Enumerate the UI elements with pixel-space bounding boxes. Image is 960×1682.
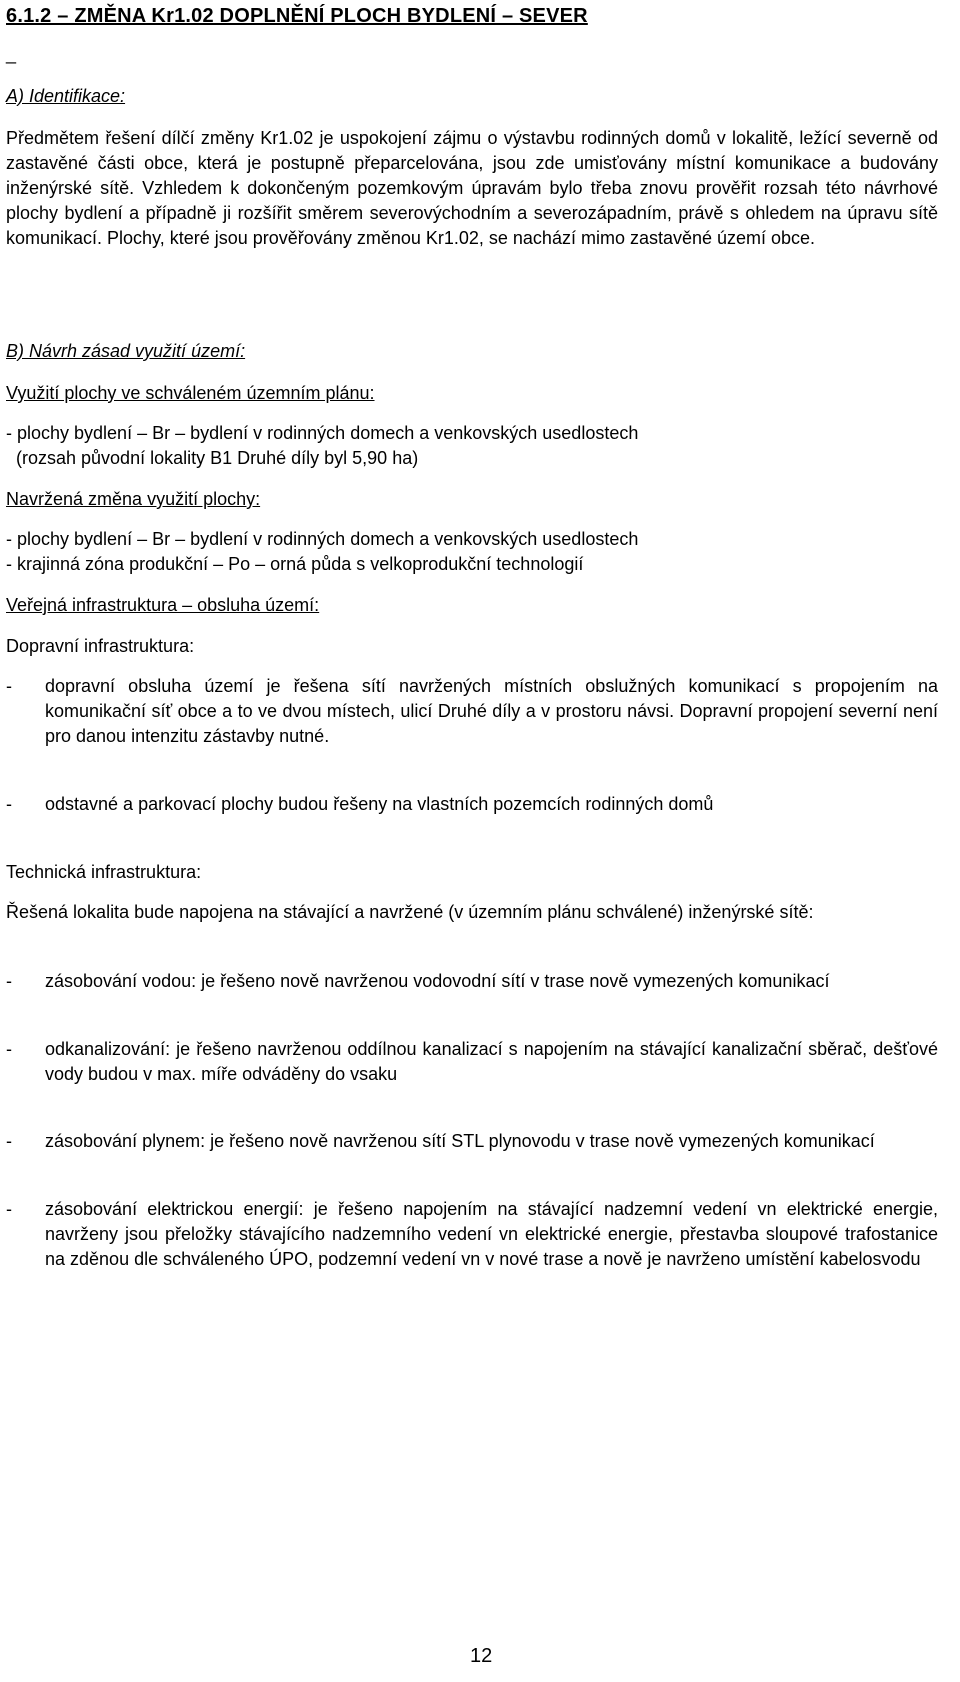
- list-dash: -: [6, 971, 12, 991]
- list-item: [6, 792, 938, 817]
- page-title: 6.1.2 – ZMĚNA Kr1.02 DOPLNĚNÍ PLOCH BYDLENÍ – SEVER: [6, 5, 588, 27]
- list-item-text: dopravní obsluha území je řešena sítí navržených místních obslužných komunikací s propojením na komunikační síť obce a to ve dvou místech, ulicí Druhé díly a v prostoru návsi. Dopravní propojení severní není pro danou intenzitu zástavby nutné.: [45, 676, 938, 746]
- list-item-text: zásobování elektrickou energií: je řešeno napojením na stávající nadzemní vedení vn elektrické energie, navrženy jsou přeložky stávajícího nadzemního vedení vn elektrické energie, přestavba sloupové trafostanice na zděnou dle schváleného ÚPO, podzemní vedení vn v nové trase a nově je navrženo umístění kabelosvodu: [45, 1199, 938, 1269]
- list-dash: -: [6, 1199, 12, 1219]
- page-number: 12: [470, 1645, 493, 1667]
- technical-infrastructure-heading: Technická infrastruktura:: [6, 862, 202, 882]
- list-item-text: odstavné a parkovací plochy budou řešeny na vlastních pozemcích rodinných domů: [45, 794, 714, 814]
- proposed-change-heading: Navržená změna využití plochy:: [6, 489, 261, 509]
- transport-infrastructure-heading: Dopravní infrastruktura:: [6, 636, 195, 656]
- list-item: [6, 1037, 938, 1087]
- list-item: [6, 1197, 938, 1272]
- underscore-mark: _: [6, 44, 17, 64]
- current-use-line-1: - plochy bydlení – Br – bydlení v rodinných domech a venkovských usedlostech: [6, 423, 639, 443]
- section-a-heading: A) Identifikace:: [6, 86, 126, 106]
- list-dash: -: [6, 794, 12, 814]
- section-a-paragraph: Předmětem řešení dílčí změny Kr1.02 je uspokojení zájmu o výstavbu rodinných domů v lokalitě, ležící severně od zastavěné části obce, která je postupně přeparcelována, jsou zde umisťovány místní komunikace a budovány inženýrské sítě. Vzhledem k dokončeným pozemkovým úpravám bylo třeba znovu prověřit rozsah této návrhové plochy bydlení a případně ji rozšířit směrem severovýchodním a severozápadním, právě s ohledem na úpravu sítě komunikací. Plochy, které jsou prověřovány změnou Kr1.02, se nachází mimo zastavěné území obce.: [6, 128, 938, 248]
- list-item-text: zásobování vodou: je řešeno nově navrženou vodovodní sítí v trase nově vymezených komunikací: [45, 971, 830, 991]
- list-item: [6, 969, 938, 994]
- section-b-heading: B) Návrh zásad využití území:: [6, 341, 246, 361]
- list-item-text: zásobování plynem: je řešeno nově navrženou sítí STL plynovodu v trase nově vymezených komunikací: [45, 1131, 875, 1151]
- list-dash: -: [6, 1131, 12, 1151]
- list-item-text: odkanalizování: je řešeno navrženou oddílnou kanalizací s napojením na stávající kanalizační sběrač, dešťové vody budou v max. míře odváděny do vsaku: [45, 1039, 938, 1084]
- list-item: [6, 674, 938, 749]
- proposed-change-line-1: - plochy bydlení – Br – bydlení v rodinných domech a venkovských usedlostech: [6, 529, 639, 549]
- list-dash: -: [6, 1039, 12, 1059]
- technical-intro: Řešená lokalita bude napojena na stávající a navržené (v územním plánu schválené) inženýrské sítě:: [6, 902, 814, 922]
- current-use-line-2: (rozsah původní lokality B1 Druhé díly byl 5,90 ha): [16, 448, 419, 468]
- list-dash: -: [6, 676, 12, 696]
- public-infrastructure-heading: Veřejná infrastruktura – obsluha území:: [6, 595, 320, 615]
- proposed-change-line-2: - krajinná zóna produkční – Po – orná půda s velkoprodukční technologií: [6, 554, 584, 574]
- current-use-heading: Využití plochy ve schváleném územním plánu:: [6, 383, 375, 403]
- list-item: [6, 1129, 938, 1154]
